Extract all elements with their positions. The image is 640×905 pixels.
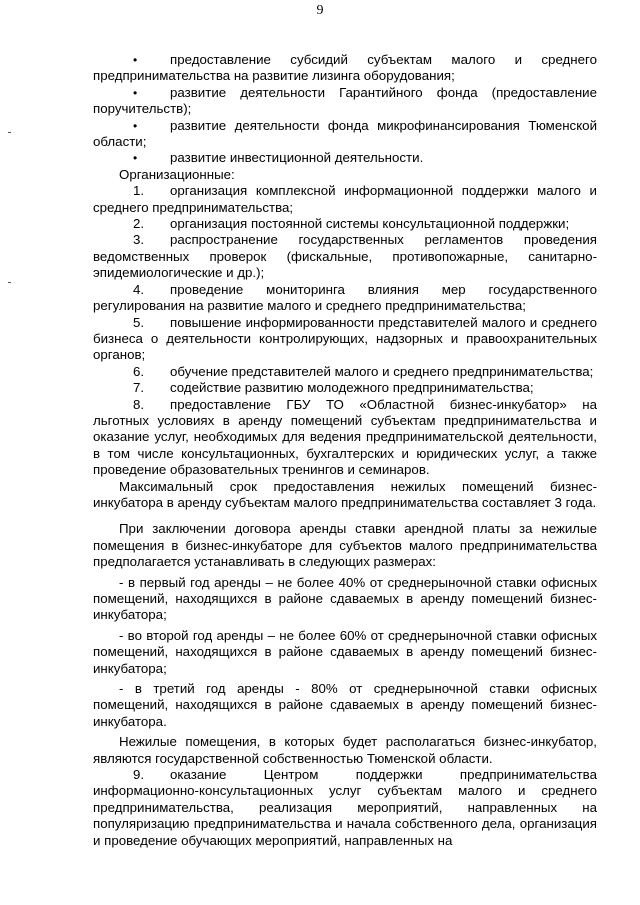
- numbered-item: 9. оказание Центром поддержки предпринимательства информационно-консультационных услуг субъектам малого и среднего предпринимательства, реализация мероприятий, направленных на популяризацию предпринимательства и начала собственного дела, организация и проведение обучающих мероприятий, направленных на: [93, 767, 597, 848]
- max-term-paragraph: Максимальный срок предоставления нежилых помещений бизнес-инкубатора в аренду субъектам малого предпринимательства составляет 3 года.: [93, 478, 597, 510]
- item-number: 6.: [133, 363, 145, 379]
- numbered-item: 6. обучение представителей малого и среднего предпринимательства;: [133, 363, 594, 379]
- bullet-icon: •: [133, 53, 138, 67]
- numbered-item: 3. распространение государственных регламентов проведения ведомственных проверок (фискальные, противопожарные, санитарно-эпидемиологические и др.);: [93, 232, 597, 281]
- numbered-item: 7. содействие развитию молодежного предпринимательства;: [133, 380, 534, 396]
- item-number: 8.: [133, 396, 145, 412]
- bullet-item: • развитие инвестиционной деятельности.: [133, 150, 424, 166]
- numbered-item: 8. предоставление ГБУ ТО «Областной бизнес-инкубатор» на льготных условиях в аренду помещений субъектам предпринимательства и оказание услуг, необходимых для ведения предпринимательской деятельности, в том числе консультационных, бухгалтерских и юридических услуг, а также проведение образовательных тренингов и семинаров.: [93, 396, 597, 478]
- bullet-icon: •: [133, 151, 138, 166]
- rent-item: - в третий год аренды - 80% от среднерыночной ставки офисных помещений, находящихся в районе сдаваемых в аренду помещений бизнес-инкубатора.: [93, 681, 597, 729]
- item-number: 9.: [133, 767, 145, 783]
- rent-intro-paragraph: При заключении договора аренды ставки арендной платы за нежилые помещения в бизнес-инкубаторе для субъектов малого предпринимательства предполагается устанавливать в следующих размерах:: [93, 521, 597, 570]
- item-number: 1.: [133, 183, 145, 199]
- bullet-item: • развитие деятельности Гарантийного фонда (предоставление поручительств);: [93, 84, 597, 117]
- item-number: 4.: [133, 281, 145, 297]
- section-heading: Организационные:: [119, 166, 235, 182]
- page-number: 9: [316, 3, 324, 18]
- bullet-item: • развитие деятельности фонда микрофинансирования Тюменской области;: [93, 117, 597, 150]
- item-number: 2.: [133, 216, 145, 232]
- rent-item: - в первый год аренды – не более 40% от среднерыночной ставки офисных помещений, находящихся в районе сдаваемых в аренду помещений бизнес-инкубатора;: [93, 574, 597, 623]
- bullet-item: • предоставление субсидий субъектам малого и среднего предпринимательства на развитие лизинга оборудования;: [93, 52, 597, 84]
- item-number: 3.: [133, 232, 145, 248]
- rent-item: - во второй год аренды – не более 60% от среднерыночной ставки офисных помещений, находящихся в районе сдаваемых в аренду помещений бизнес-инкубатора;: [93, 627, 597, 676]
- numbered-item: 4. проведение мониторинга влияния мер государственного регулирования на развитие малого и среднего предпринимательства;: [93, 281, 597, 314]
- bullet-icon: •: [133, 85, 138, 100]
- item-number: 7.: [133, 380, 145, 396]
- item-number: 5.: [133, 314, 145, 330]
- bullet-icon: •: [133, 118, 138, 133]
- numbered-item: 5. повышение информированности представителей малого и среднего бизнеса о деятельности контролирующих, надзорных и правоохранительных органов;: [93, 314, 597, 363]
- numbered-item: 1. организация комплексной информационной поддержки малого и среднего предпринимательства;: [93, 183, 597, 215]
- margin-mark: [8, 282, 11, 283]
- margin-mark: [8, 132, 11, 133]
- numbered-item: 2. организация постоянной системы консультационной поддержки;: [133, 216, 570, 232]
- document-body: [93, 52, 597, 849]
- premises-paragraph: Нежилые помещения, в которых будет располагаться бизнес-инкубатор, являются государственной собственностью Тюменской области.: [93, 734, 597, 766]
